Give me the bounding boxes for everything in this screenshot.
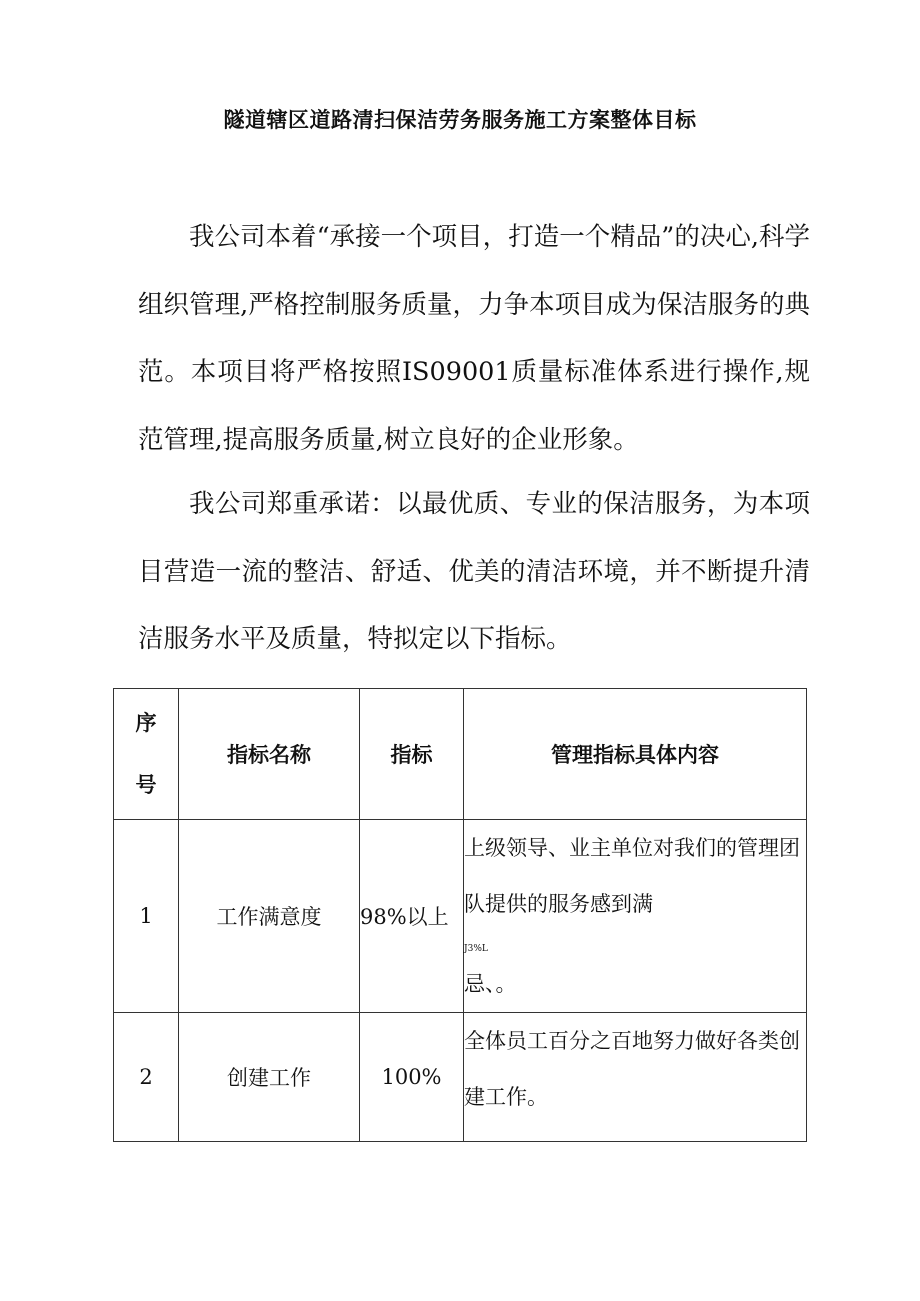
row-detail — [464, 1013, 807, 1142]
header-target: 指标 — [360, 689, 464, 820]
row-detail-main: 全体员工百分之百地努力做好各类创建工作。 — [464, 1029, 800, 1109]
header-seq-top: 序 — [135, 711, 157, 735]
table-row — [114, 1013, 807, 1142]
header-seq — [114, 689, 179, 820]
row-target: 98%以上 — [360, 820, 464, 1013]
paragraph-solemn-promise: 我公司郑重承诺：以最优质、专业的保洁服务，为本项目营造一流的整洁、舒适、优美的清洁环境，并不断提升清洁服务水平及质量，特拟定以下指标。 — [138, 489, 810, 654]
metrics-table — [113, 688, 807, 1142]
header-seq-bottom: 号 — [135, 773, 157, 797]
table-header-row — [114, 689, 807, 820]
paragraph-commitment-intro: 我公司本着“承接一个项目，打造一个精品”的决心,科学组织管理,严格控制服务质量，力争本项目成为保洁服务的典范。本项目将严格按照IS09001质量标准体系进行操作,规范管理,提高服务质量,树立良好的企业形象。 — [138, 222, 810, 455]
row-seq: 1 — [114, 820, 179, 1013]
document-title: 隧道辖区道路清扫保洁劳务服务施工方案整体目标 — [223, 108, 697, 132]
row-detail-main: 上级领导、业主单位对我们的管理团队提供的服务感到满 — [464, 836, 800, 916]
header-detail: 管理指标具体内容 — [464, 689, 807, 820]
row-name: 工作满意度 — [179, 820, 360, 1013]
row-target: 100% — [360, 1013, 464, 1142]
row-detail-artifact: J3%L — [464, 944, 488, 954]
row-detail — [464, 820, 807, 1013]
row-detail-end: 忌、。 — [464, 972, 517, 996]
row-seq: 2 — [114, 1013, 179, 1142]
header-name: 指标名称 — [179, 689, 360, 820]
table-row — [114, 820, 807, 1013]
row-name: 创建工作 — [179, 1013, 360, 1142]
